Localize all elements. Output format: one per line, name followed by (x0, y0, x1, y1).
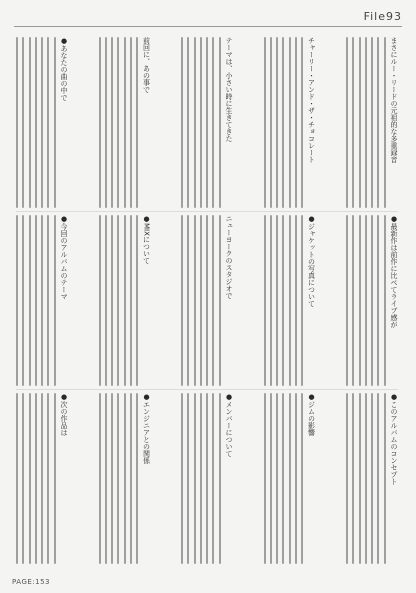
text-column (99, 37, 151, 208)
text-column (16, 393, 68, 564)
text-column (181, 393, 233, 564)
column-lead-text: テーマは、小さい時に生きてきた (223, 37, 233, 208)
text-column (181, 37, 233, 208)
text-column (16, 215, 68, 386)
column-lead-text: 前回に、あの事で (141, 37, 151, 208)
text-column (181, 215, 233, 386)
column-lead-text: ●このアルバムのコンセプト (388, 393, 398, 564)
column-lead-text: ●あなたの曲の中で (58, 37, 68, 208)
column-lead-text: ●最新作は前作に比べてライブ感が (388, 215, 398, 386)
column-lead-text: ●ジムの影響 (306, 393, 316, 564)
text-column (346, 393, 398, 564)
text-column (99, 215, 151, 386)
text-column (346, 215, 398, 386)
header-divider (14, 26, 402, 27)
text-row-1 (16, 34, 398, 211)
text-row-2 (16, 211, 398, 389)
article-body (16, 34, 398, 567)
page-header-file-number: File93 (363, 10, 402, 23)
text-column (264, 215, 316, 386)
text-column (16, 37, 68, 208)
column-lead-text: まさにルー・リードの元祖的な多重録音 (388, 37, 398, 208)
column-lead-text: ●今回のアルバムのテーマ (58, 215, 68, 386)
column-lead-text: ●エンジニアとの関係 (141, 393, 151, 564)
text-column (346, 37, 398, 208)
text-column (99, 393, 151, 564)
text-column (264, 393, 316, 564)
text-row-3 (16, 389, 398, 567)
column-lead-text: ●MIXについて (141, 215, 151, 386)
text-column (264, 37, 316, 208)
column-lead-text: ●次の作品は (58, 393, 68, 564)
column-lead-text: ●ジャケットの写真について (306, 215, 316, 386)
column-lead-text: ニューヨークのスタジオで (223, 215, 233, 386)
column-lead-text: チャーリー・アンド・ザ・チョコレート (306, 37, 316, 208)
page-number-footer: PAGE:153 (12, 578, 51, 586)
column-lead-text: ●メンバーについて (223, 393, 233, 564)
